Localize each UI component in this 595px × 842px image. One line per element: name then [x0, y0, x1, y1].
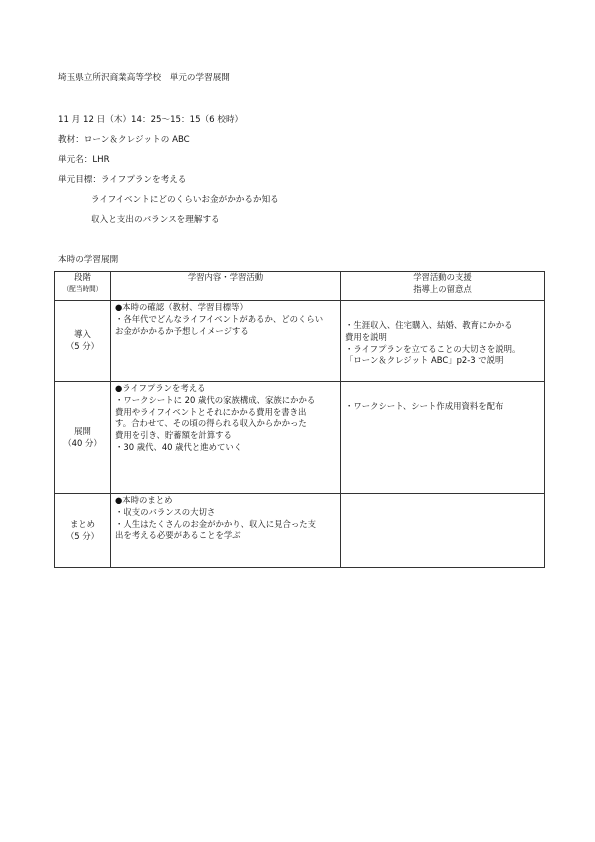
unit-goal: 単元目標：ライフプランを考える [58, 175, 187, 185]
activity-line: 費用やライフイベントとそれにかかる費用を書き出 [115, 406, 307, 417]
activity-line: ●ライフプランを考える [115, 383, 206, 393]
phase-time: （40 分） [63, 437, 102, 448]
support-line: 費用を説明 [345, 331, 387, 342]
support-cell [341, 382, 545, 494]
phase-cell [55, 494, 111, 568]
document-title: 埼玉県立所沢商業高等学校 単元の学習展開 [58, 73, 230, 83]
activity-line: ・人生はたくさんのお金がかかり、収入に見合った支 [115, 518, 316, 529]
support-line: ・ライフプランを立てることの大切さを説明。 [345, 343, 521, 354]
support-header [341, 272, 545, 301]
support-header-line-2: 指導上の留意点 [413, 283, 472, 294]
activities-cell [111, 494, 341, 568]
teaching-material: 教材：ローン＆クレジットの ABC [58, 135, 190, 145]
lesson-date: 11 月 12 日（木）14：25～15：15（6 校時） [58, 115, 244, 125]
activity-line: 費用を引き、貯蓄額を計算する [115, 430, 232, 441]
lesson-plan-table [54, 271, 545, 568]
table-row-intro [55, 301, 545, 382]
unit-goal-line-2: ライフイベントにどのくらいお金がかかるか知る [91, 195, 279, 205]
activity-line: す。合わせて、その頃の得られる収入からかかった [115, 418, 307, 429]
phase-name: まとめ [69, 518, 96, 529]
activity-line: 出を考える必要があることを学ぶ [115, 530, 241, 541]
activity-line: ●本時のまとめ [115, 495, 173, 505]
table-row-development [55, 382, 545, 494]
unit-name: 単元名：LHR [58, 155, 110, 165]
phase-name: 導入 [74, 329, 91, 340]
support-line: ・ワークシート、シート作成用資料を配布 [345, 401, 504, 411]
table-header-row [55, 272, 545, 301]
activities-header: 学習内容・学習活動 [111, 272, 341, 301]
support-line: 「ローン＆クレジット ABC」p2-3 で説明 [345, 355, 504, 366]
unit-goal-line-3: 収入と支出のバランスを理解する [91, 215, 220, 225]
phase-cell [55, 301, 111, 382]
phase-time: （5 分） [65, 341, 100, 351]
phase-header [55, 272, 111, 301]
activity-line: ・収支のバランスの大切さ [115, 506, 216, 517]
activity-line: ・各年代でどんなライフイベントがあるか、どのくらい [115, 313, 324, 324]
phase-header-label: 段階 [74, 272, 91, 282]
table-row-summary [55, 494, 545, 568]
activities-cell [111, 382, 341, 494]
activity-line: ●本時の確認（教材、学習目標等） [115, 302, 248, 312]
support-header-line-1: 学習活動の支援 [413, 272, 472, 282]
phase-cell [55, 382, 111, 494]
phase-name: 展開 [74, 425, 91, 436]
support-cell-empty [341, 494, 545, 568]
activity-line: ・30 歳代、40 歳代と進めていく [115, 441, 243, 452]
section-title: 本時の学習展開 [58, 255, 119, 265]
activity-line: お金がかかるか予想しイメージする [115, 325, 249, 336]
activities-cell [111, 301, 341, 382]
support-cell [341, 301, 545, 382]
phase-header-sub: （配当時間） [62, 284, 103, 293]
phase-time: （5 分） [65, 530, 100, 541]
activity-line: ・ワークシートに 20 歳代の家族構成、家族にかかる [115, 394, 316, 405]
support-line: ・生涯収入、住宅購入、結婚、教育にかかる [345, 320, 513, 330]
